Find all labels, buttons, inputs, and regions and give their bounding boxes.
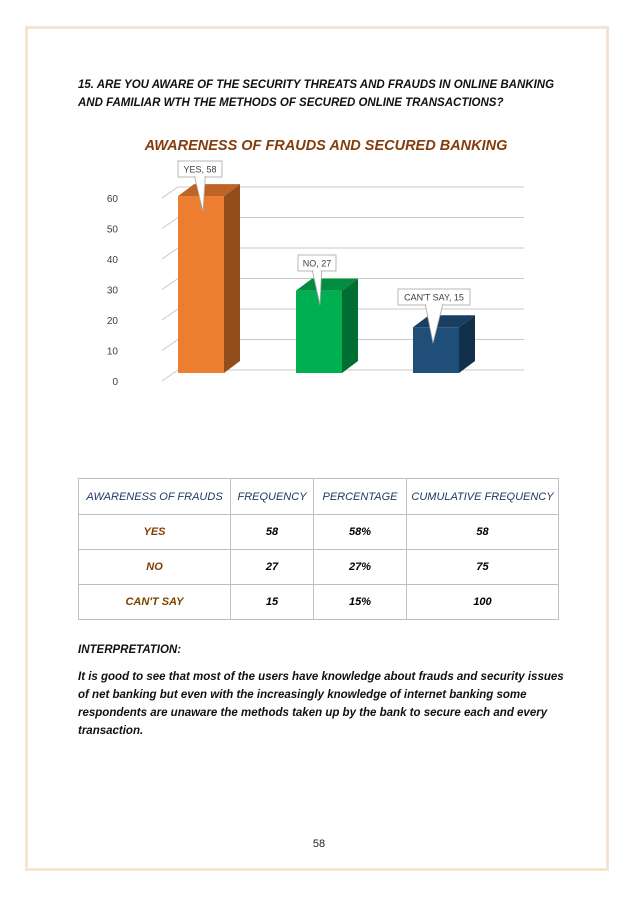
data-label-text: NO, 27 <box>302 258 332 269</box>
bar-can-t-say <box>413 315 475 373</box>
header-cumulative: CUMULATIVE FREQUENCY <box>407 479 559 515</box>
row-label: YES <box>79 515 231 550</box>
data-label-text: CAN'T SAY, 15 <box>404 292 464 303</box>
y-tick-label: 60 <box>106 194 118 205</box>
y-tick-label: 0 <box>112 377 118 388</box>
bar-side <box>342 279 358 373</box>
header-percentage: PERCENTAGE <box>314 479 407 515</box>
row-frequency: 58 <box>231 515 314 550</box>
y-axis-ticks <box>107 194 119 388</box>
row-label: CAN'T SAY <box>79 585 231 620</box>
y-tick-label: 10 <box>106 346 118 358</box>
row-frequency: 27 <box>231 550 314 585</box>
y-tick-label: 30 <box>106 285 118 297</box>
bar-front <box>413 327 459 373</box>
row-cumulative: 100 <box>407 585 559 620</box>
bar-front <box>178 196 224 373</box>
table-row <box>79 550 559 585</box>
y-tick-label: 50 <box>106 224 118 236</box>
table-row <box>79 515 559 550</box>
interpretation-title: INTERPRETATION: <box>78 644 182 656</box>
table-header-row <box>79 479 559 515</box>
interpretation-text: It is good to see that most of the users have knowledge about frauds and security issues of net banking but even with the increasingly knowledge of internet banking some respondents are unaware the methods taken up by the bank to secure each and every transaction. <box>78 671 564 737</box>
y-tick-label: 20 <box>106 316 118 327</box>
bar-side <box>224 184 240 373</box>
bar-yes <box>178 184 240 373</box>
page-number: 58 <box>312 838 326 850</box>
chart-title: AWARENESS OF FRAUDS AND SECURED BANKING <box>144 138 508 154</box>
table-row <box>79 585 559 620</box>
row-percentage: 27% <box>314 550 407 585</box>
row-cumulative: 58 <box>407 515 559 550</box>
row-percentage: 15% <box>314 585 407 620</box>
bar-front <box>296 291 342 373</box>
row-frequency: 15 <box>231 585 314 620</box>
question-heading: 15. ARE YOU AWARE OF THE SECURITY THREATS AND FRAUDS IN ONLINE BANKING AND FAMILIAR WTH THE METHODS OF SECURED ONLINE TRANSACTIONS? <box>78 79 555 109</box>
bar-no <box>296 279 358 373</box>
row-cumulative: 75 <box>407 550 559 585</box>
header-awareness: AWARENESS OF FRAUDS <box>79 479 231 515</box>
y-tick-label: 40 <box>106 255 118 266</box>
frequency-table <box>78 478 558 620</box>
data-label-text: YES, 58 <box>183 164 217 175</box>
header-frequency: FREQUENCY <box>231 479 314 515</box>
row-percentage: 58% <box>314 515 407 550</box>
row-label: NO <box>79 550 231 585</box>
